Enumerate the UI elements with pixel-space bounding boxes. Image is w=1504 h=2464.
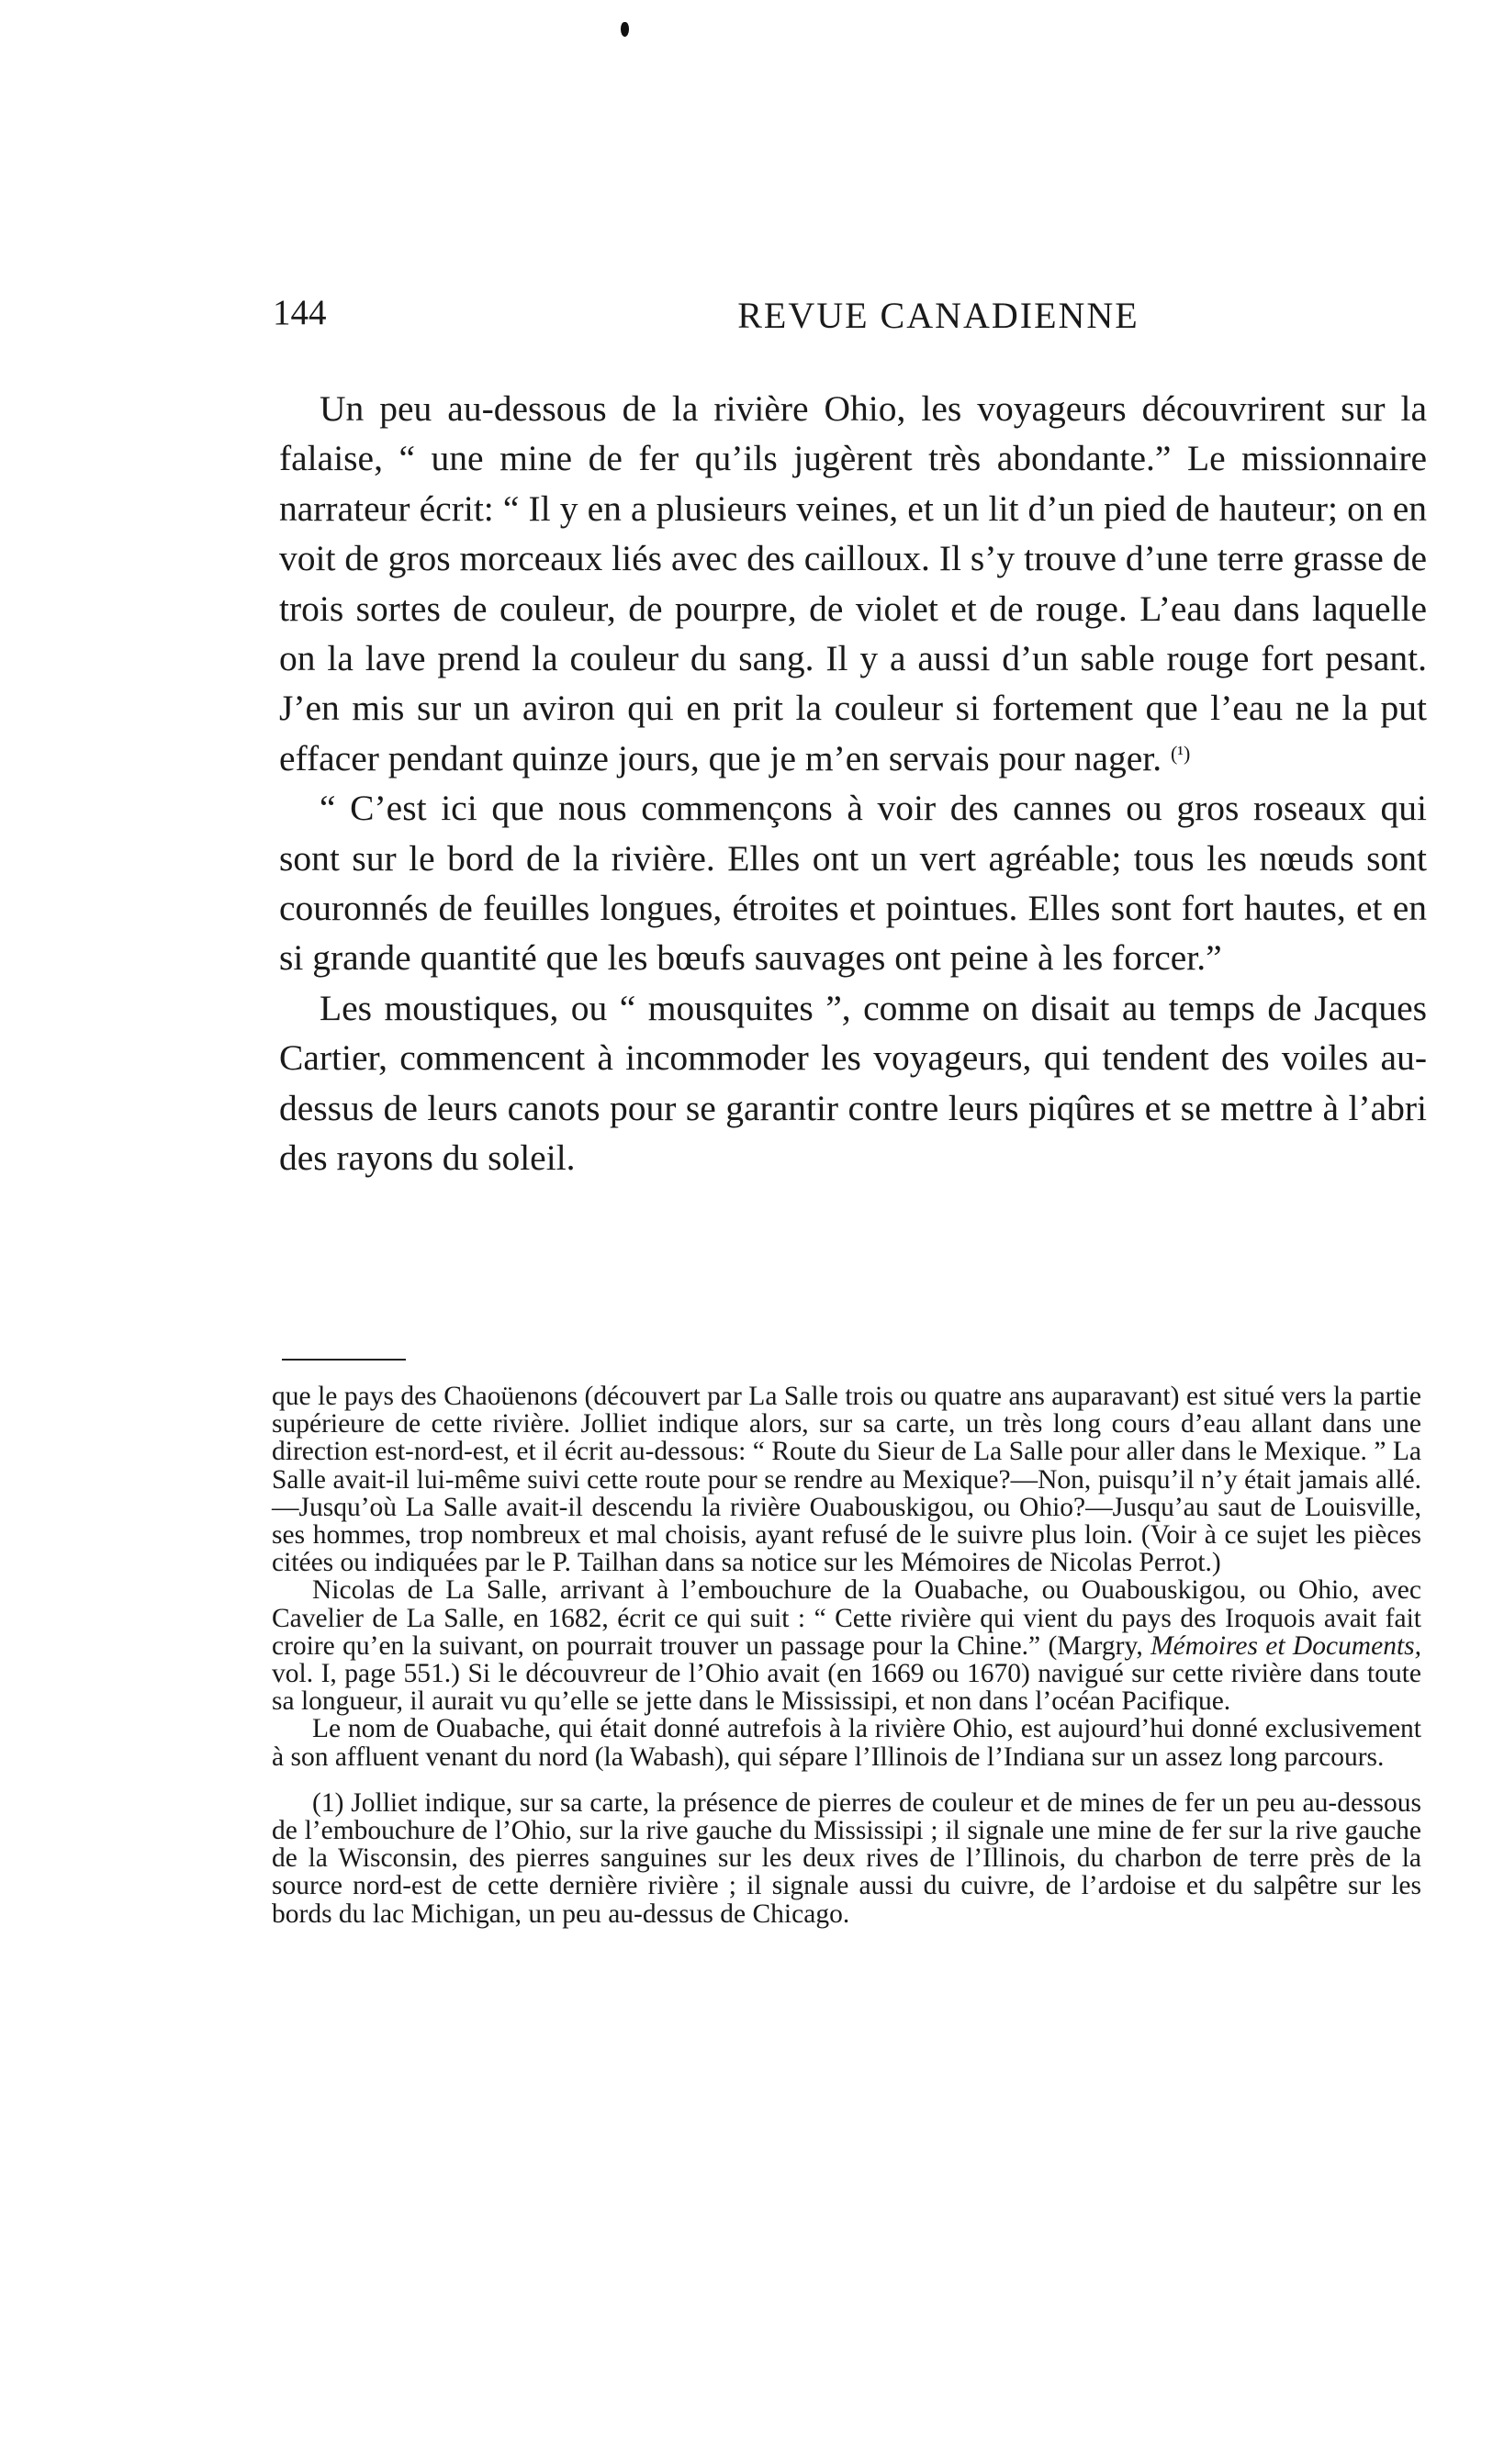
footnote-reference: (¹) <box>1171 741 1191 765</box>
paragraph-1-text: Un peu au-dessous de la rivière Ohio, les voyageurs découvrirent sur la falaise, “ une mine de fer qu’ils jugèrent très abondante.” Le missionnaire narrateur écrit: “ Il y en a plusieurs veines, et un lit d’un pied de hauteur; on en voit de gros morceaux liés avec des cailloux. Il s’y trouve d’une terre grasse de trois sortes de couleur, de pourpre, de violet et de rouge. L’eau dans laquelle on la lave prend la couleur du sang. Il y a aussi d’un sable rouge fort pesant. J’en mis sur un aviron qui en prit la couleur si fortement que l’eau ne la put effacer pendant quinze jours, que je m’en servais pour nager. <box>279 388 1427 778</box>
note-paragraph-3: Le nom de Ouabache, qui était donné autrefois à la rivière Ohio, est aujourd’hui donné exclusivement à son affluent venant du nord (la Wabash), qui sépare l’Illinois de l’Indiana sur un assez long parcours. <box>272 1714 1421 1772</box>
paragraph-1 <box>279 384 1427 783</box>
footnotes <box>272 1383 1421 1928</box>
footnote-1: (1) Jolliet indique, sur sa carte, la présence de pierres de couleur et de mines de fer un peu au-dessous de l’embouchure de l’Ohio, sur la rive gauche du Mississipi ; il signale une mine de fer sur la rive gauche de la Wisconsin, des pierres sanguines sur les deux rives de l’Illinois, du charbon de terre près de la source nord-est de cette dernière rivière ; il signale aussi du cuivre, de l’ardoise et du salpêtre sur les bords du lac Michigan, un peu au-dessus de Chicago. <box>272 1787 1421 1929</box>
note-paragraph-2 <box>272 1576 1421 1715</box>
ink-speck <box>621 22 629 37</box>
footnote-separator <box>282 1359 406 1361</box>
note-2-title: Mémoires et Documents, <box>1150 1630 1421 1661</box>
note-continuation: que le pays des Chaoüenons (découvert par La Salle trois ou quatre ans auparavant) est situé vers la partie supérieure de cette rivière. Jolliet indique alors, sur sa carte, un très long cours d’eau allant dans une direction est-nord-est, et il écrit au-dessous: “ Route du Sieur de La Salle pour aller dans le Mexique. ” La Salle avait-il lui-même suivi cette route pour se rendre au Mexique?—Non, puisqu’il n’y était jamais allé.—Jusqu’où La Salle avait-il descendu la rivière Ouabouskigou, ou Ohio?—Jusqu’au saut de Louisville, ses hommes, trop nombreux et mal choisis, ayant refusé de le suivre plus loin. (Voir à ce sujet les pièces citées ou indiquées par le P. Tailhan dans sa notice sur les Mémoires de Nicolas Perrot.) <box>272 1382 1421 1578</box>
page-number: 144 <box>273 293 327 332</box>
running-title: REVUE CANADIENNE <box>737 295 1139 336</box>
paragraph-2: “ C’est ici que nous commençons à voir des cannes ou gros roseaux qui sont sur le bord de la rivière. Elles ont un vert agréable; tous les nœuds sont couronnés de feuilles longues, étroites et pointues. Elles sont fort hautes, et en si grande quantité que les bœufs sauvages ont peine à les forcer.” <box>279 788 1427 979</box>
note-2-text-b: vol. I, page 551.) Si le découvreur de l’Ohio avait (en 1669 ou 1670) navigué sur cette rivière dans toute sa longueur, il aurait vu qu’elle se jette dans le Mississipi, et non dans l’océan Pacifique. <box>272 1659 1421 1717</box>
paragraph-3: Les moustiques, ou “ mousquites ”, comme on disait au temps de Jacques Cartier, commencent à incommoder les voyageurs, qui tendent des voiles au-dessus de leurs canots pour se garantir contre leurs piqûres et se mettre à l’abri des rayons du soleil. <box>279 987 1427 1179</box>
page-header <box>273 292 1420 347</box>
note-2-text-a: Nicolas de La Salle, arrivant à l’embouchure de la Ouabache, ou Ouabouskigou, ou Ohio, avec Cavelier de La Salle, en 1682, écrit ce qui suit : “ Cette rivière qui vient du pays des Iroquois avait fait croire qu’en la suivant, on pourrait trouver un passage pour la Chine.” (Margry, <box>272 1575 1421 1661</box>
main-text <box>279 384 1427 1183</box>
